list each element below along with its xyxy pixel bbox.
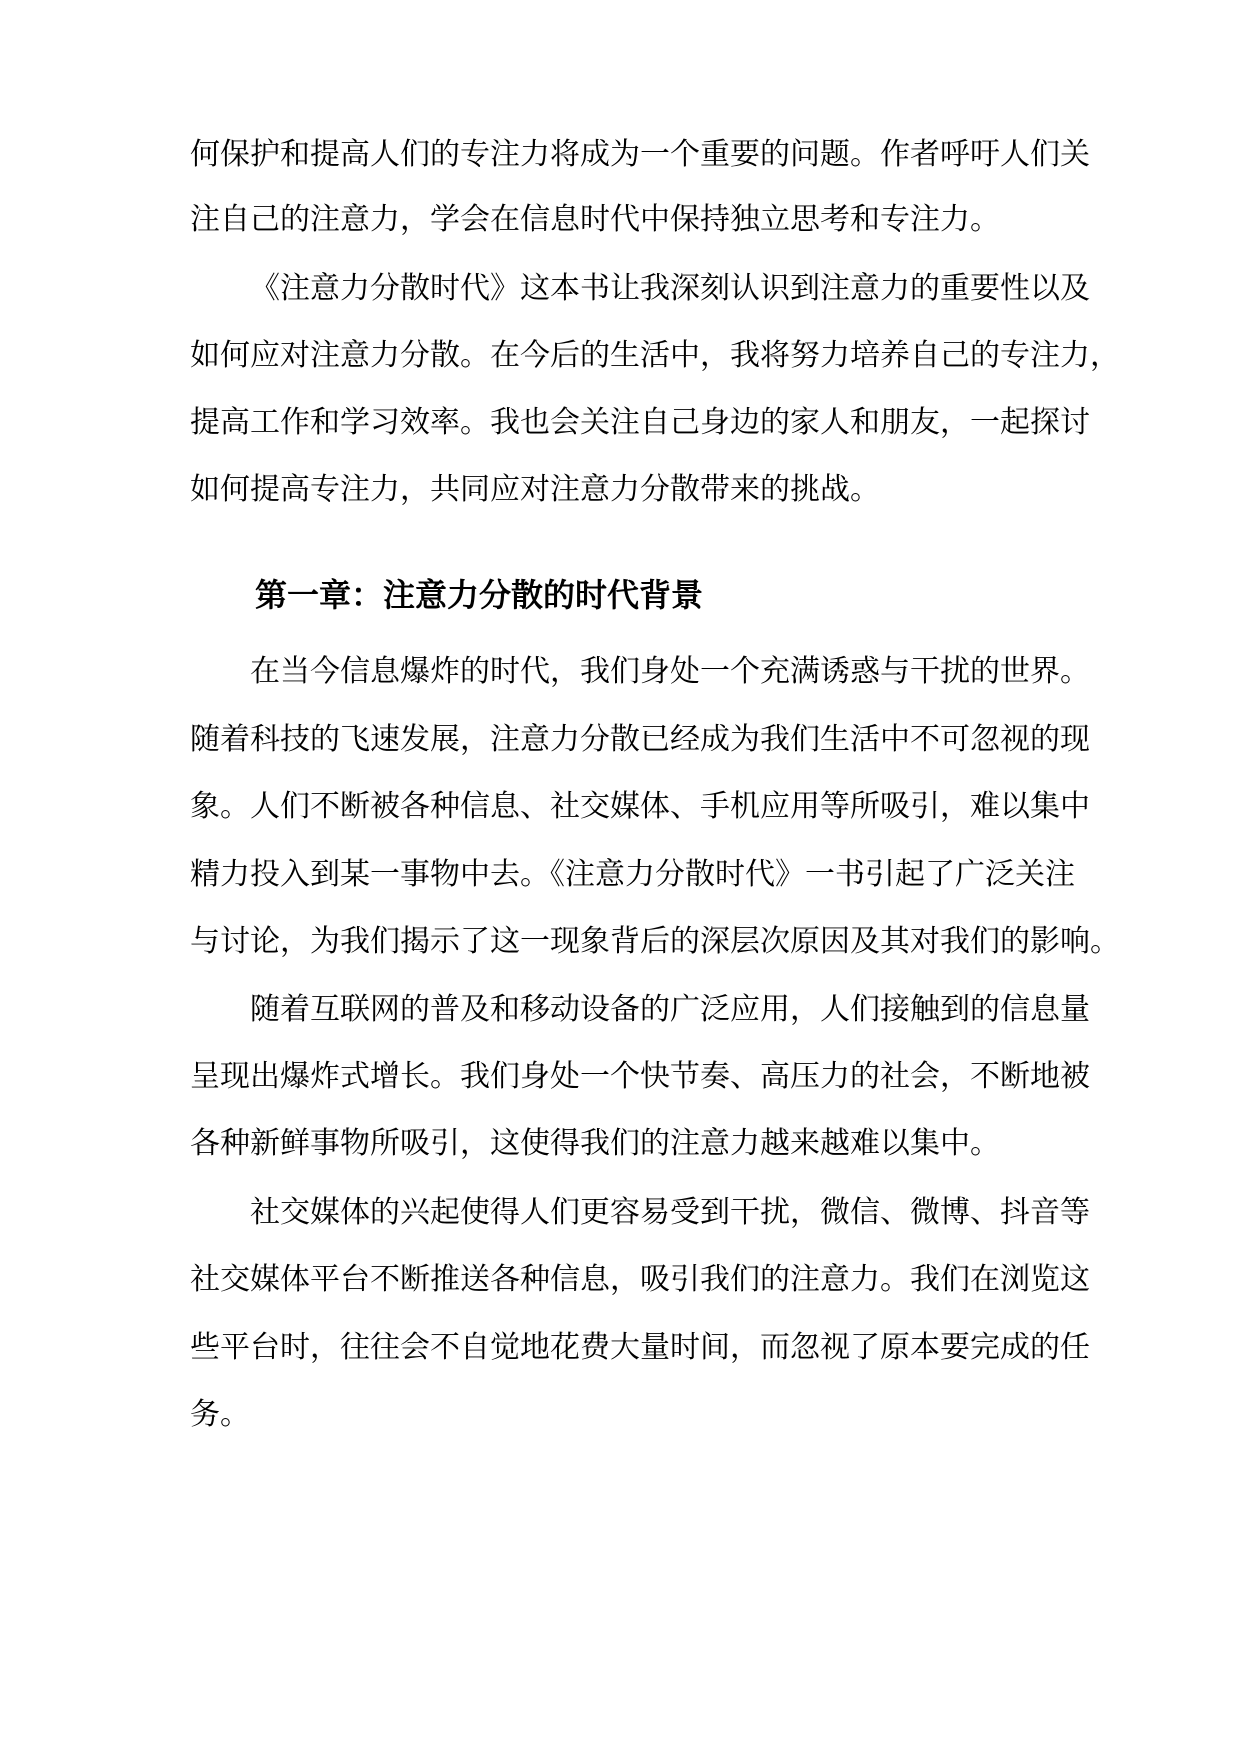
paragraph-line: 呈现出爆炸式增长。我们身处一个快节奏、高压力的社会，不断地被: [190, 1059, 1090, 1094]
paragraph-line: 何保护和提高人们的专注力将成为一个重要的问题。作者呼吁人们关: [190, 137, 1090, 172]
paragraph-line: 《注意力分散时代》这本书让我深刻认识到注意力的重要性以及: [250, 271, 1090, 306]
paragraph-line: 提高工作和学习效率。我也会关注自己身边的家人和朋友，一起探讨: [190, 405, 1090, 440]
paragraph-line: 与讨论，为我们揭示了这一现象背后的深层次原因及其对我们的影响。: [190, 924, 1120, 959]
chapter-heading: 第一章：注意力分散的时代背景: [255, 576, 704, 614]
paragraph-line: 注自己的注意力，学会在信息时代中保持独立思考和专注力。: [190, 202, 1000, 237]
paragraph-line: 随着科技的飞速发展，注意力分散已经成为我们生活中不可忽视的现: [190, 722, 1090, 757]
paragraph-line: 象。人们不断被各种信息、社交媒体、手机应用等所吸引，难以集中: [190, 789, 1090, 824]
paragraph-line: 在当今信息爆炸的时代，我们身处一个充满诱惑与干扰的世界。: [250, 654, 1090, 689]
paragraph-line: 随着互联网的普及和移动设备的广泛应用，人们接触到的信息量: [250, 992, 1090, 1027]
paragraph-line: 些平台时，往往会不自觉地花费大量时间，而忽视了原本要完成的任: [190, 1330, 1090, 1365]
paragraph-line: 社交媒体的兴起使得人们更容易受到干扰，微信、微博、抖音等: [250, 1195, 1090, 1230]
paragraph-line: 精力投入到某一事物中去。《注意力分散时代》一书引起了广泛关注: [190, 857, 1075, 892]
paragraph-line: 社交媒体平台不断推送各种信息，吸引我们的注意力。我们在浏览这: [190, 1262, 1090, 1297]
paragraph-line: 如何提高专注力，共同应对注意力分散带来的挑战。: [190, 472, 880, 507]
paragraph-line: 务。: [190, 1397, 250, 1432]
paragraph-line: 各种新鲜事物所吸引，这使得我们的注意力越来越难以集中。: [190, 1126, 1000, 1161]
paragraph-line: 如何应对注意力分散。在今后的生活中，我将努力培养自己的专注力，: [190, 338, 1120, 373]
